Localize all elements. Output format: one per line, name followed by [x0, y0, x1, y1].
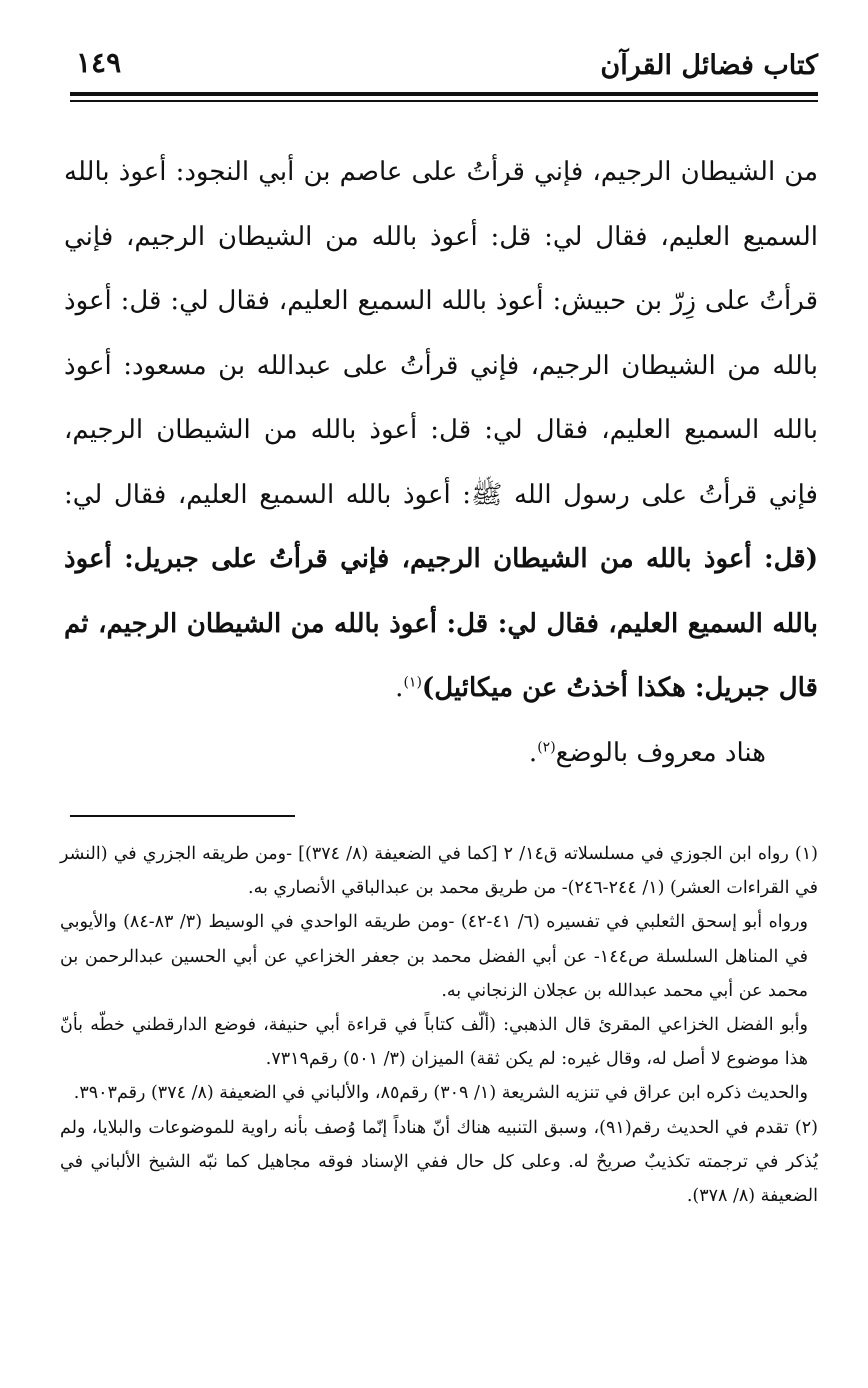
- hadith-paragraph: [64, 140, 818, 721]
- main-text: [64, 140, 818, 785]
- footnote-1-grading: والحديث ذكره ابن عراق في تنزيه الشريعة (١/ ٣٠٩) رقم٨٥، والألباني في الضعيفة (٨/ ٣٧٤) رقم٣٩٠٣.: [73, 1083, 808, 1104]
- page-header: [70, 40, 818, 92]
- hadith-chain-text: من الشيطان الرجيم، فإني قرأتُ على عاصم بن أبي النجود: أعوذ بالله السميع العليم، فقال لي: قل: أعوذ بالله من الشيطان الرجيم، فإني قرأتُ على زِرّ بن حبيش: أعوذ بالله السميع العليم، فقال لي: قل: أعوذ بالله من الشيطان الرجيم، فإني قرأتُ على عبدالله بن مسعود: أعوذ بالله السميع العليم، فقال لي: قل: أعوذ بالله من الشيطان الرجيم، فإني قرأتُ على رسول الله ﷺ: أعوذ بالله السميع العليم، فقال لي:: [64, 157, 818, 510]
- grading-end-period: .: [528, 737, 538, 768]
- footnote-ref-1: (١): [403, 674, 422, 691]
- hadith-end-period: .: [395, 673, 404, 703]
- header-rule-thick: [70, 92, 818, 96]
- book-title: كتاب فضائل القرآن: [600, 50, 818, 81]
- footnotes: [60, 837, 818, 1213]
- hadith-quote-bold: (قل: أعوذ بالله من الشيطان الرجيم، فإني قرأتُ على جبريل: أعوذ بالله السميع العليم، فقال لي: قل: أعوذ بالله من الشيطان الرجيم، ثم قال جبريل: هكذا أخذتُ عن ميكائيل): [64, 544, 818, 703]
- footnote-1-tha3labi: ورواه أبو إسحق الثعلبي في تفسيره (٦/ ٤١-٤٢) -ومن طريقه الواحدي في الوسيط (٣/ ٨٣-٨٤) والأيوبي في المناهل السلسلة ص١٤٤- عن أبي الفضل محمد بن جعفر الخزاعي عن أبي الحسين عبدالرحمن بن محمد عن أبي محمد عبدالله بن عجلان الزنجاني به.: [60, 912, 808, 1001]
- footnote-separator: [70, 815, 295, 817]
- page-number: ١٤٩: [76, 46, 122, 79]
- footnote-1-khuzai: وأبو الفضل الخزاعي المقرئ قال الذهبي: (ألّف كتاباً في قراءة أبي حنيفة، فوضع الدارقطني خطّه بأنّ هذا موضوع لا أصل له، وقال غيره: لم يكن ثقة) الميزان (٣/ ٥٠١) رقم٧٣١٩.: [60, 1015, 808, 1070]
- footnote-1-main: (١) رواه ابن الجوزي في مسلسلاته ق١٤/ ٢ [كما في الضعيفة (٨/ ٣٧٤)] -ومن طريقه الجزري في (النشر في القراءات العشر) (١/ ٢٤٤-٢٤٦)- من طريق محمد بن عبدالباقي الأنصاري به.: [60, 844, 818, 899]
- footnote-ref-2: (٢): [537, 738, 556, 755]
- footnote-2: (٢) تقدم في الحديث رقم(٩١)، وسبق التنبيه هناك أنّ هناداً إنّما وُصف بأنه راوية للموضوعات والبلايا، ولم يُذكر في ترجمته تكذيبٌ صريحٌ له. وعلى كل حال ففي الإسناد فوقه مجاهيل كما نبّه الشيخ الألباني في الضعيفة (٨/ ٣٧٨).: [60, 1117, 818, 1207]
- header-rule-thin: [70, 100, 818, 102]
- grading-paragraph: [64, 721, 818, 786]
- grading-text: هناد معروف بالوضع: [555, 737, 766, 768]
